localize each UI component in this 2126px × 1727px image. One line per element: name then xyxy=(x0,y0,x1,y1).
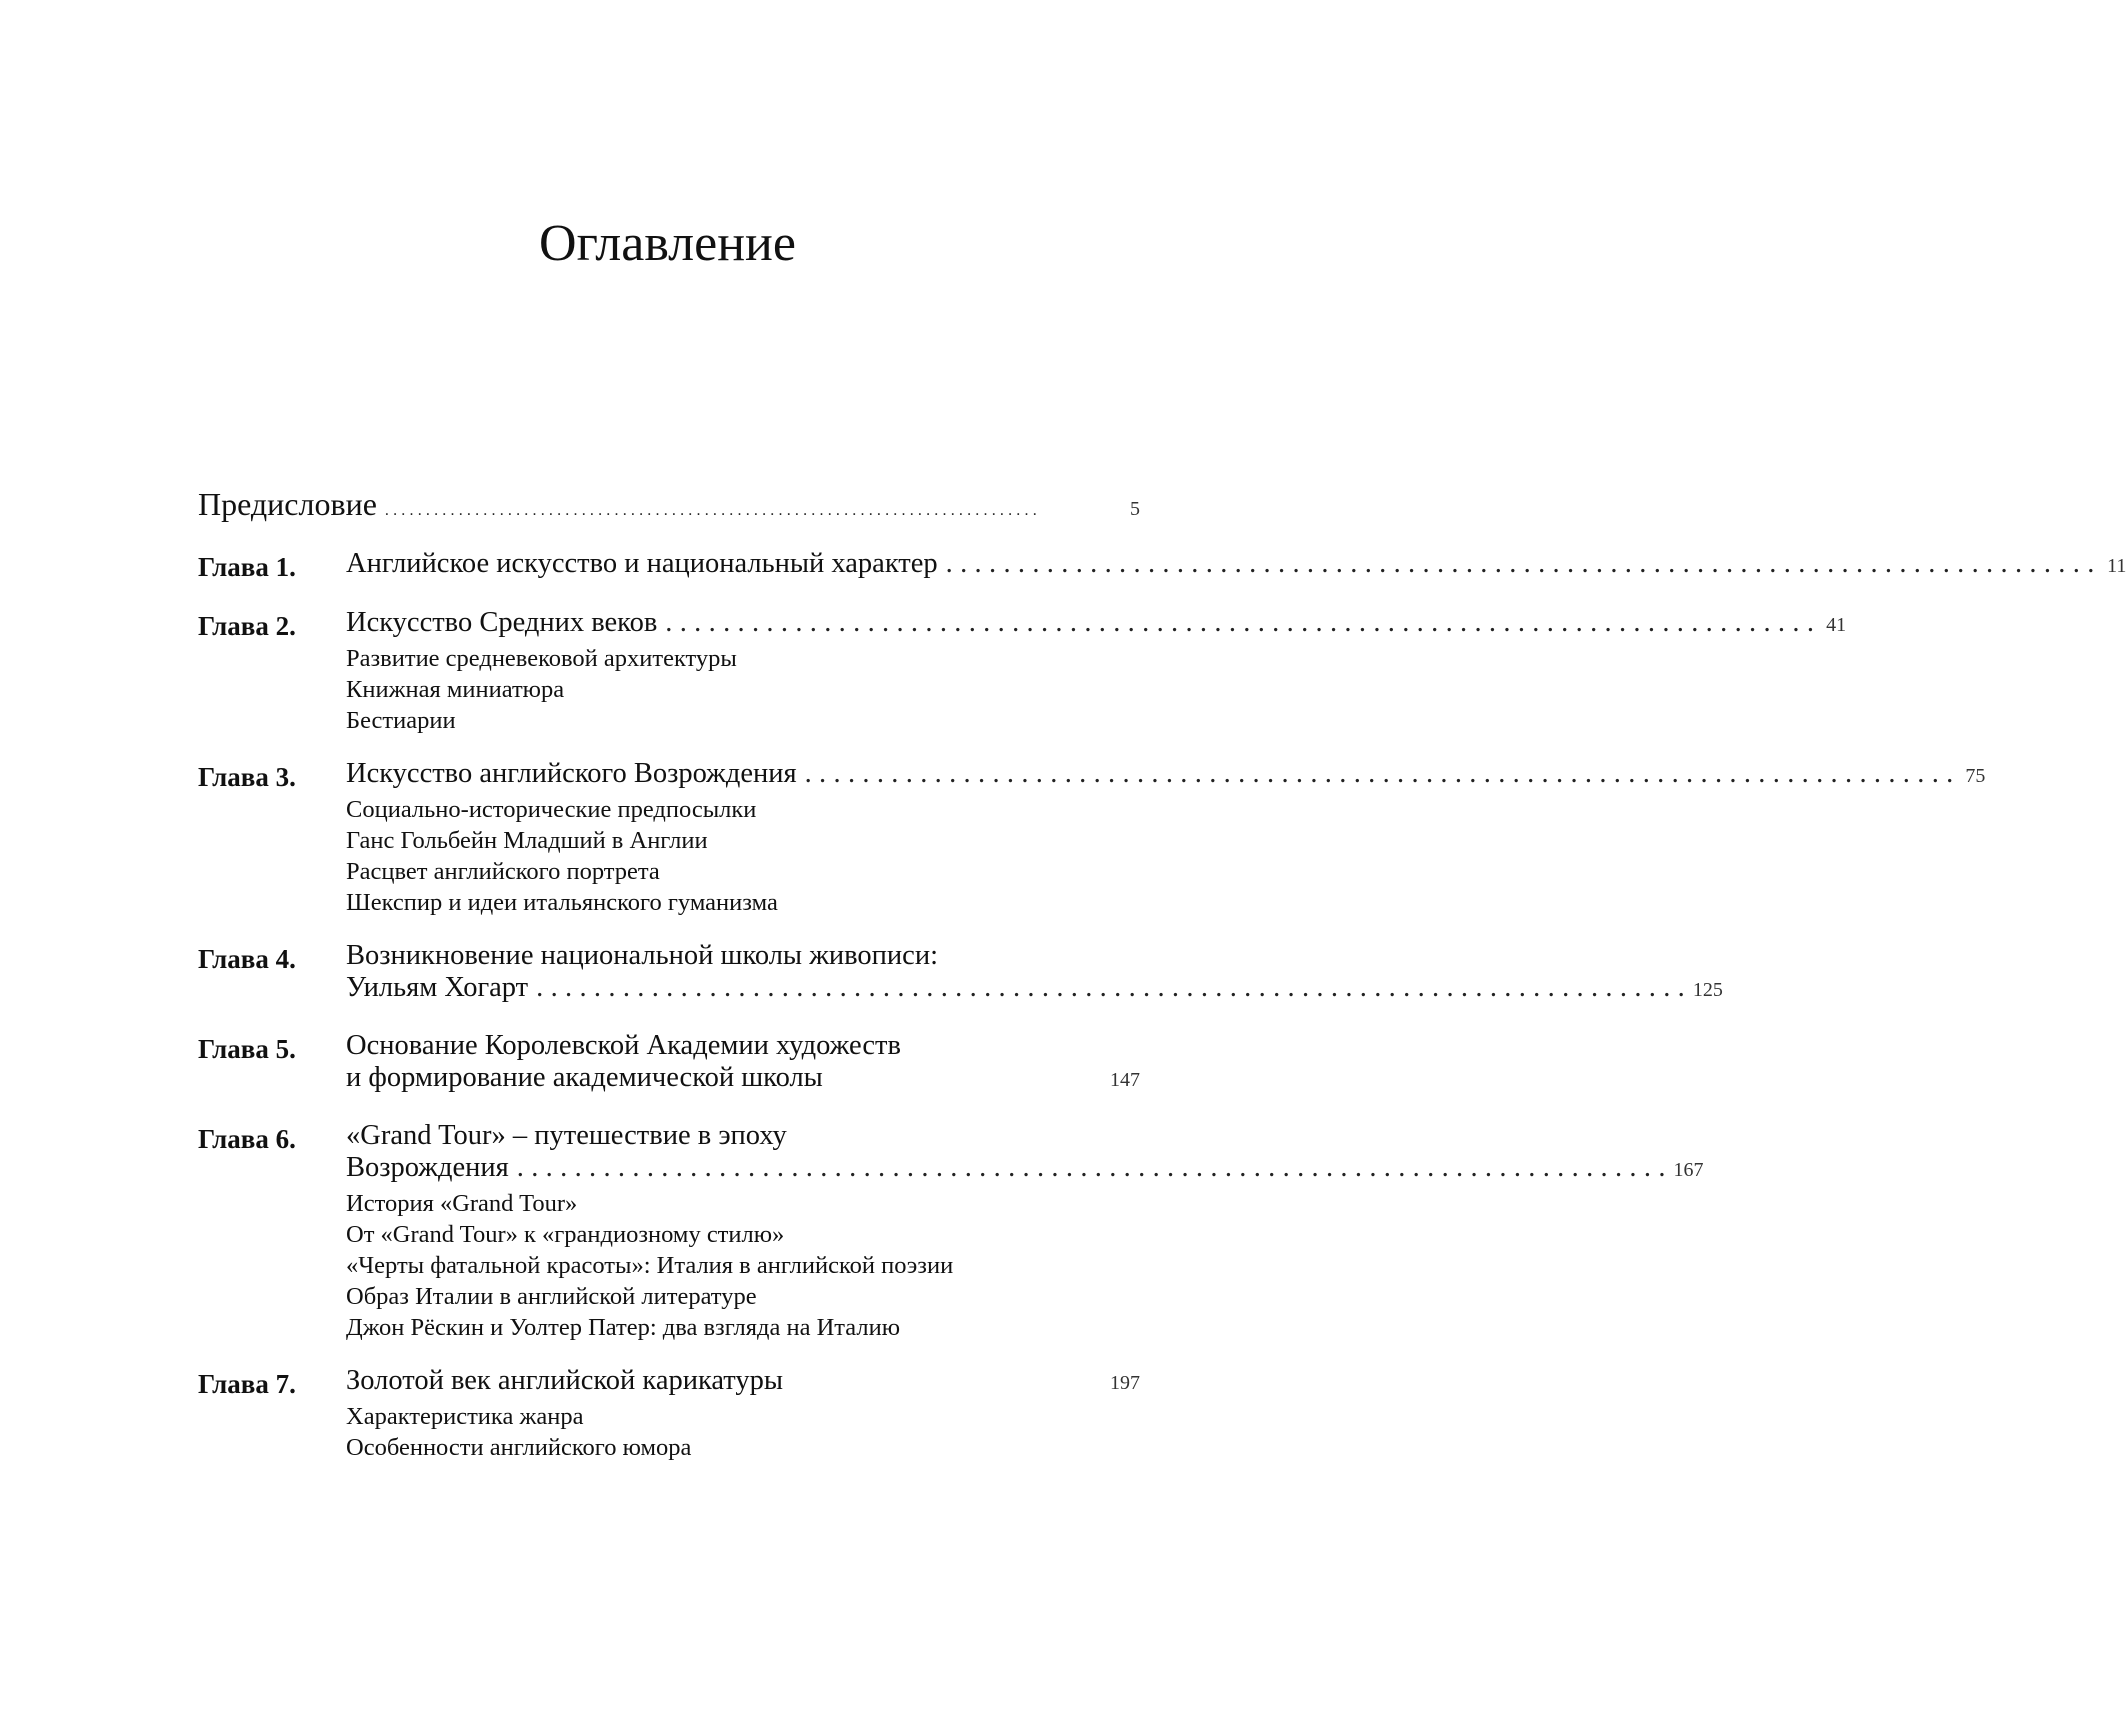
chapter-body xyxy=(346,1365,1140,1463)
chapter-body xyxy=(346,940,1723,1006)
chapter-title-line xyxy=(346,940,1140,972)
section-entry[interactable]: Ганс Гольбейн Младший в Англии xyxy=(346,827,708,854)
page-title: Оглавление xyxy=(539,215,796,272)
section-entry[interactable]: Книжная миниатюра xyxy=(346,676,565,703)
preface-label: Предисловие xyxy=(198,486,377,522)
dot-leader: . . . . . . . . . . . . . . . . . . . . . . . . . . . . . . . . . . . . . . . . . . . . . . . . . . . . . . . . . . . . . . . . . . . . . . . . . . . . . . . . xyxy=(536,972,1685,1003)
toc-chapter-7[interactable] xyxy=(198,1365,1140,1463)
section-entry[interactable]: От «Grand Tour» к «грандиозному стилю» xyxy=(346,1221,785,1248)
toc-chapter-2[interactable] xyxy=(198,607,1847,736)
chapter-body xyxy=(346,548,2126,583)
chapter-title-line xyxy=(346,548,2126,582)
dot-leader: . . . . . . . . . . . . . . . . . . . . . . . . . . . . . . . . . . . . . . . . . . . . . . . . . . . . . . . . . . . . . . . . . . . . . . . . . . . . . . . . xyxy=(804,758,1954,789)
toc-chapter-6[interactable] xyxy=(198,1120,1704,1343)
section-entry[interactable]: Расцвет английского портрета xyxy=(346,858,660,885)
chapter-label: Глава 3. xyxy=(198,762,296,792)
chapter-label: Глава 4. xyxy=(198,944,296,974)
section-list xyxy=(346,794,1140,918)
chapter-title: и формирование академической школы xyxy=(346,1062,823,1093)
chapter-body xyxy=(346,758,1986,918)
chapter-title: Возникновение национальной школы живописи: xyxy=(346,940,938,971)
chapter-title-line xyxy=(346,758,1986,792)
table-of-contents xyxy=(198,486,2126,1485)
section-entry[interactable]: Развитие средневековой архитектуры xyxy=(346,645,737,672)
toc-chapter-3[interactable] xyxy=(198,758,1986,918)
toc-chapter-5[interactable] xyxy=(198,1030,1140,1096)
chapter-label: Глава 6. xyxy=(198,1124,296,1154)
chapter-title: Уильям Хогарт xyxy=(346,972,529,1003)
section-entry[interactable]: Джон Рёскин и Уолтер Патер: два взгляда на Италию xyxy=(346,1314,901,1341)
section-entry[interactable]: Шекспир и идеи итальянского гуманизма xyxy=(346,889,778,916)
section-list xyxy=(346,1401,1140,1463)
section-list xyxy=(346,1188,1140,1343)
section-entry[interactable]: Особенности английского юмора xyxy=(346,1434,692,1461)
page-number: 125 xyxy=(1692,979,1723,1001)
chapter-title-line xyxy=(346,1030,1140,1062)
chapter-label: Глава 2. xyxy=(198,611,296,641)
chapter-title-line xyxy=(346,1152,1704,1186)
section-entry[interactable]: «Черты фатальной красоты»: Италия в английской поэзии xyxy=(346,1252,954,1279)
chapter-title-line xyxy=(346,1120,1140,1152)
chapter-body xyxy=(346,1030,1140,1096)
section-entry[interactable]: Характеристика жанра xyxy=(346,1403,584,1430)
chapter-title-line xyxy=(346,1062,1140,1096)
chapter-title: Искусство английского Возрождения xyxy=(346,758,797,789)
page-number: 147 xyxy=(1110,1069,1140,1091)
chapter-title: Английское искусство и национальный характер xyxy=(346,548,938,579)
chapter-title: Основание Королевской Академии художеств xyxy=(346,1030,901,1061)
dot-leader: . . . . . . . . . . . . . . . . . . . . . . . . . . . . . . . . . . . . . . . . . . . . . . . . . . . . . . . . . . . . . . . . . . . . . . . . . . . . . . . . xyxy=(384,502,1037,519)
section-list xyxy=(346,643,1140,736)
section-entry[interactable]: История «Grand Tour» xyxy=(346,1190,578,1217)
toc-preface-entry[interactable] xyxy=(198,486,1140,536)
chapter-title: Возрождения xyxy=(346,1152,509,1183)
page-number: 197 xyxy=(1110,1372,1140,1394)
section-entry[interactable]: Социально-исторические предпосылки xyxy=(346,796,757,823)
chapter-title: Искусство Средних веков xyxy=(346,607,658,638)
chapter-list xyxy=(198,548,2126,1463)
chapter-body xyxy=(346,1120,1704,1343)
page-number: 5 xyxy=(1130,498,1140,520)
section-entry[interactable]: Бестиарии xyxy=(346,707,456,734)
page-number: 167 xyxy=(1673,1159,1704,1181)
chapter-title-line xyxy=(346,1365,1140,1399)
page-number: 41 xyxy=(1826,614,1847,636)
dot-leader: . . . . . . . . . . . . . . . . . . . . . . . . . . . . . . . . . . . . . . . . . . . . . . . . . . . . . . . . . . . . . . . . . . . . . . . . . . . . . . . . xyxy=(665,607,1815,638)
dot-leader: . . . . . . . . . . . . . . . . . . . . . . . . . . . . . . . . . . . . . . . . . . . . . . . . . . . . . . . . . . . . . . . . . . . . . . . . . . . . . . . . xyxy=(945,548,2095,579)
dot-leader: . . . . . . . . . . . . . . . . . . . . . . . . . . . . . . . . . . . . . . . . . . . . . . . . . . . . . . . . . . . . . . . . . . . . . . . . . . . . . . . . xyxy=(516,1152,1666,1183)
chapter-title: «Grand Tour» – путешествие в эпоху xyxy=(346,1120,787,1151)
section-entry[interactable]: Образ Италии в английской литературе xyxy=(346,1283,757,1310)
chapter-label: Глава 5. xyxy=(198,1034,296,1064)
chapter-title-line xyxy=(346,607,1847,641)
chapter-label: Глава 7. xyxy=(198,1369,296,1399)
chapter-label: Глава 1. xyxy=(198,552,296,582)
page-number: 75 xyxy=(1965,765,1986,787)
toc-chapter-4[interactable] xyxy=(198,940,1723,1006)
chapter-title: Золотой век английской карикатуры xyxy=(346,1365,784,1396)
chapter-title-line xyxy=(346,972,1723,1006)
toc-chapter-1[interactable] xyxy=(198,548,2126,583)
page-number: 11 xyxy=(2107,555,2126,577)
chapter-body xyxy=(346,607,1847,736)
